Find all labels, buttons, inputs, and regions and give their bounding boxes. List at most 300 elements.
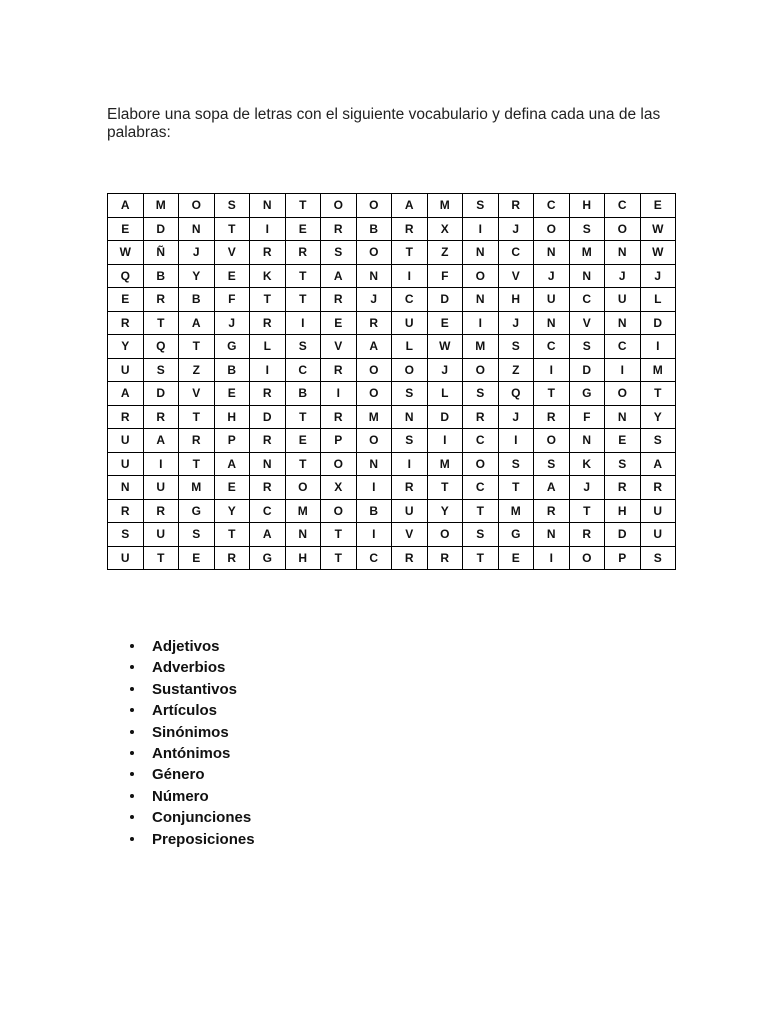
grid-cell: J [214, 311, 250, 335]
grid-cell: T [179, 335, 215, 359]
vocabulary-item [130, 657, 255, 678]
grid-cell: I [640, 335, 676, 359]
grid-cell: B [356, 499, 392, 523]
grid-cell: M [463, 335, 499, 359]
grid-cell: J [356, 288, 392, 312]
grid-cell: I [392, 452, 428, 476]
grid-cell: T [392, 241, 428, 265]
vocabulary-word: Número [152, 787, 209, 805]
grid-cell: N [356, 452, 392, 476]
grid-cell: I [392, 264, 428, 288]
grid-row [108, 264, 676, 288]
grid-cell: S [534, 452, 570, 476]
grid-cell: I [605, 358, 641, 382]
grid-cell: O [321, 499, 357, 523]
grid-cell: P [605, 546, 641, 570]
grid-cell: R [108, 311, 144, 335]
grid-cell: R [143, 499, 179, 523]
grid-cell: U [108, 358, 144, 382]
grid-cell: R [392, 217, 428, 241]
grid-cell: W [427, 335, 463, 359]
grid-cell: J [534, 264, 570, 288]
grid-cell: O [463, 264, 499, 288]
grid-cell: R [463, 405, 499, 429]
grid-cell: N [605, 241, 641, 265]
vocabulary-item [130, 786, 255, 807]
grid-cell: E [285, 429, 321, 453]
grid-cell: G [214, 335, 250, 359]
bullet-icon [130, 751, 134, 755]
grid-row [108, 288, 676, 312]
grid-cell: A [108, 194, 144, 218]
grid-cell: M [356, 405, 392, 429]
grid-cell: N [179, 217, 215, 241]
bullet-icon [130, 837, 134, 841]
vocabulary-word: Preposiciones [152, 830, 255, 848]
grid-cell: M [179, 476, 215, 500]
grid-cell: K [250, 264, 286, 288]
grid-cell: R [108, 405, 144, 429]
vocabulary-item [130, 722, 255, 743]
grid-cell: C [534, 194, 570, 218]
grid-cell: A [356, 335, 392, 359]
vocabulary-item [130, 764, 255, 785]
grid-cell: R [108, 499, 144, 523]
grid-cell: N [285, 523, 321, 547]
grid-cell: U [108, 452, 144, 476]
grid-cell: I [427, 429, 463, 453]
grid-cell: A [214, 452, 250, 476]
grid-cell: A [108, 382, 144, 406]
grid-cell: A [143, 429, 179, 453]
grid-cell: U [143, 523, 179, 547]
grid-cell: W [640, 241, 676, 265]
grid-cell: H [214, 405, 250, 429]
grid-cell: S [108, 523, 144, 547]
grid-cell: D [569, 358, 605, 382]
grid-cell: J [569, 476, 605, 500]
grid-cell: R [356, 311, 392, 335]
grid-cell: C [605, 335, 641, 359]
grid-cell: E [214, 264, 250, 288]
grid-row [108, 358, 676, 382]
grid-cell: U [605, 288, 641, 312]
vocabulary-word: Sustantivos [152, 680, 238, 698]
grid-cell: D [143, 217, 179, 241]
grid-cell: A [392, 194, 428, 218]
grid-cell: U [534, 288, 570, 312]
grid-cell: J [498, 405, 534, 429]
grid-cell: E [498, 546, 534, 570]
bullet-icon [130, 815, 134, 819]
grid-cell: P [214, 429, 250, 453]
vocabulary-list [130, 636, 255, 850]
grid-cell: G [498, 523, 534, 547]
grid-cell: H [605, 499, 641, 523]
grid-cell: J [640, 264, 676, 288]
grid-cell: R [250, 382, 286, 406]
grid-cell: C [250, 499, 286, 523]
bullet-icon [130, 644, 134, 648]
vocabulary-word: Género [152, 766, 205, 784]
grid-cell: R [250, 476, 286, 500]
grid-cell: R [534, 405, 570, 429]
grid-cell: N [569, 429, 605, 453]
grid-cell: O [534, 429, 570, 453]
grid-cell: T [321, 546, 357, 570]
grid-cell: R [321, 217, 357, 241]
grid-cell: Y [640, 405, 676, 429]
grid-cell: S [640, 546, 676, 570]
grid-cell: V [569, 311, 605, 335]
grid-cell: T [640, 382, 676, 406]
grid-cell: N [356, 264, 392, 288]
grid-cell: L [250, 335, 286, 359]
grid-cell: N [250, 452, 286, 476]
grid-cell: F [427, 264, 463, 288]
grid-cell: M [143, 194, 179, 218]
grid-cell: S [569, 217, 605, 241]
grid-cell: V [498, 264, 534, 288]
grid-cell: S [463, 382, 499, 406]
grid-cell: N [392, 405, 428, 429]
grid-row [108, 429, 676, 453]
grid-row [108, 241, 676, 265]
grid-row [108, 476, 676, 500]
grid-cell: E [214, 382, 250, 406]
grid-cell: Y [108, 335, 144, 359]
grid-cell: C [463, 429, 499, 453]
grid-cell: L [640, 288, 676, 312]
grid-cell: U [143, 476, 179, 500]
grid-cell: U [640, 499, 676, 523]
grid-cell: C [605, 194, 641, 218]
grid-cell: T [179, 405, 215, 429]
grid-cell: R [321, 405, 357, 429]
grid-cell: R [250, 311, 286, 335]
grid-cell: W [108, 241, 144, 265]
grid-cell: Z [427, 241, 463, 265]
grid-cell: I [534, 358, 570, 382]
grid-cell: S [498, 452, 534, 476]
vocabulary-word: Adverbios [152, 659, 226, 677]
grid-cell: E [605, 429, 641, 453]
grid-cell: R [321, 288, 357, 312]
grid-cell: R [179, 429, 215, 453]
grid-cell: S [143, 358, 179, 382]
grid-cell: I [143, 452, 179, 476]
grid-cell: X [427, 217, 463, 241]
grid-row [108, 523, 676, 547]
grid-cell: T [214, 523, 250, 547]
grid-cell: N [605, 405, 641, 429]
grid-cell: N [534, 523, 570, 547]
vocabulary-word: Sinónimos [152, 723, 229, 741]
grid-cell: Z [179, 358, 215, 382]
grid-cell: C [356, 546, 392, 570]
grid-cell: T [285, 194, 321, 218]
grid-cell: Y [179, 264, 215, 288]
grid-cell: U [640, 523, 676, 547]
grid-cell: I [534, 546, 570, 570]
grid-cell: O [569, 546, 605, 570]
grid-cell: X [321, 476, 357, 500]
word-search-grid [107, 193, 676, 570]
grid-cell: R [392, 476, 428, 500]
grid-cell: G [179, 499, 215, 523]
grid-cell: D [427, 405, 463, 429]
grid-cell: J [498, 311, 534, 335]
grid-cell: M [427, 452, 463, 476]
grid-cell: M [427, 194, 463, 218]
grid-cell: J [179, 241, 215, 265]
grid-cell: S [392, 429, 428, 453]
grid-cell: R [640, 476, 676, 500]
grid-cell: S [392, 382, 428, 406]
grid-cell: S [640, 429, 676, 453]
grid-cell: C [463, 476, 499, 500]
vocabulary-word: Artículos [152, 702, 218, 720]
grid-cell: T [427, 476, 463, 500]
grid-cell: S [569, 335, 605, 359]
vocabulary-word: Conjunciones [152, 809, 252, 827]
grid-cell: Y [214, 499, 250, 523]
grid-cell: O [605, 382, 641, 406]
grid-cell: O [285, 476, 321, 500]
grid-row [108, 382, 676, 406]
grid-cell: S [498, 335, 534, 359]
grid-row [108, 194, 676, 218]
grid-cell: G [250, 546, 286, 570]
grid-cell: N [250, 194, 286, 218]
grid-cell: O [534, 217, 570, 241]
grid-cell: R [498, 194, 534, 218]
grid-cell: C [392, 288, 428, 312]
grid-cell: R [143, 405, 179, 429]
grid-cell: T [534, 382, 570, 406]
grid-cell: T [214, 217, 250, 241]
grid-cell: I [498, 429, 534, 453]
grid-cell: T [143, 311, 179, 335]
vocabulary-item [130, 829, 255, 850]
grid-cell: R [214, 546, 250, 570]
grid-cell: M [498, 499, 534, 523]
grid-cell: I [321, 382, 357, 406]
grid-cell: O [356, 194, 392, 218]
bullet-icon [130, 772, 134, 776]
grid-cell: Q [108, 264, 144, 288]
grid-cell: C [534, 335, 570, 359]
grid-cell: C [569, 288, 605, 312]
grid-cell: O [463, 358, 499, 382]
grid-cell: A [179, 311, 215, 335]
grid-cell: U [108, 546, 144, 570]
grid-row [108, 335, 676, 359]
grid-cell: H [569, 194, 605, 218]
grid-cell: T [321, 523, 357, 547]
grid-cell: V [214, 241, 250, 265]
grid-cell: D [143, 382, 179, 406]
grid-cell: O [605, 217, 641, 241]
grid-cell: R [534, 499, 570, 523]
grid-cell: R [605, 476, 641, 500]
grid-cell: D [605, 523, 641, 547]
grid-cell: O [321, 194, 357, 218]
grid-cell: I [356, 523, 392, 547]
grid-cell: N [605, 311, 641, 335]
grid-cell: G [569, 382, 605, 406]
grid-row [108, 405, 676, 429]
grid-cell: Ñ [143, 241, 179, 265]
grid-cell: M [569, 241, 605, 265]
grid-cell: V [179, 382, 215, 406]
bullet-icon [130, 665, 134, 669]
grid-cell: B [214, 358, 250, 382]
instructions-text: Elabore una sopa de letras con el siguiente vocabulario y defina cada una de las palabras: [107, 105, 661, 141]
grid-cell: E [108, 288, 144, 312]
grid-cell: V [392, 523, 428, 547]
grid-cell: N [463, 288, 499, 312]
vocabulary-item [130, 807, 255, 828]
grid-cell: R [250, 241, 286, 265]
grid-cell: O [463, 452, 499, 476]
grid-cell: F [214, 288, 250, 312]
grid-cell: U [392, 499, 428, 523]
vocabulary-item [130, 700, 255, 721]
grid-cell: A [534, 476, 570, 500]
grid-cell: O [356, 382, 392, 406]
grid-cell: O [356, 241, 392, 265]
grid-cell: S [179, 523, 215, 547]
grid-cell: S [214, 194, 250, 218]
grid-cell: A [321, 264, 357, 288]
grid-cell: T [285, 405, 321, 429]
grid-cell: S [463, 194, 499, 218]
grid-cell: K [569, 452, 605, 476]
grid-cell: I [463, 311, 499, 335]
bullet-icon [130, 794, 134, 798]
grid-row [108, 452, 676, 476]
grid-cell: V [321, 335, 357, 359]
bullet-icon [130, 687, 134, 691]
grid-cell: J [498, 217, 534, 241]
grid-cell: C [498, 241, 534, 265]
grid-cell: B [143, 264, 179, 288]
grid-cell: T [179, 452, 215, 476]
grid-cell: E [108, 217, 144, 241]
grid-cell: N [108, 476, 144, 500]
grid-cell: R [569, 523, 605, 547]
grid-cell: J [605, 264, 641, 288]
grid-cell: T [463, 499, 499, 523]
grid-cell: I [250, 358, 286, 382]
grid-cell: Z [498, 358, 534, 382]
grid-cell: O [356, 358, 392, 382]
vocabulary-word: Antónimos [152, 744, 231, 762]
grid-cell: W [640, 217, 676, 241]
grid-cell: I [250, 217, 286, 241]
bullet-icon [130, 708, 134, 712]
vocabulary-item [130, 636, 255, 657]
vocabulary-item [130, 679, 255, 700]
vocabulary-word: Adjetivos [152, 638, 220, 655]
grid-cell: H [285, 546, 321, 570]
grid-cell: R [143, 288, 179, 312]
grid-cell: F [569, 405, 605, 429]
grid-cell: T [250, 288, 286, 312]
grid-row [108, 546, 676, 570]
grid-cell: S [463, 523, 499, 547]
grid-cell: L [427, 382, 463, 406]
grid-cell: T [463, 546, 499, 570]
grid-cell: L [392, 335, 428, 359]
grid-cell: T [285, 288, 321, 312]
grid-cell: E [427, 311, 463, 335]
grid-cell: O [356, 429, 392, 453]
grid-cell: T [285, 264, 321, 288]
grid-cell: O [179, 194, 215, 218]
grid-cell: M [285, 499, 321, 523]
grid-cell: I [285, 311, 321, 335]
grid-cell: S [605, 452, 641, 476]
grid-cell: N [534, 241, 570, 265]
grid-cell: R [321, 358, 357, 382]
grid-cell: Q [143, 335, 179, 359]
grid-cell: D [250, 405, 286, 429]
grid-cell: O [321, 452, 357, 476]
grid-cell: N [534, 311, 570, 335]
grid-cell: Y [427, 499, 463, 523]
grid-cell: A [640, 452, 676, 476]
grid-cell: I [463, 217, 499, 241]
grid-cell: D [427, 288, 463, 312]
grid-cell: M [640, 358, 676, 382]
grid-cell: N [569, 264, 605, 288]
grid-cell: R [427, 546, 463, 570]
grid-cell: T [498, 476, 534, 500]
grid-cell: U [392, 311, 428, 335]
grid-cell: O [392, 358, 428, 382]
grid-cell: T [143, 546, 179, 570]
grid-cell: J [427, 358, 463, 382]
grid-cell: E [285, 217, 321, 241]
grid-cell: E [640, 194, 676, 218]
grid-cell: B [179, 288, 215, 312]
grid-cell: E [179, 546, 215, 570]
grid-cell: D [640, 311, 676, 335]
grid-cell: B [356, 217, 392, 241]
grid-cell: I [356, 476, 392, 500]
grid-cell: C [285, 358, 321, 382]
grid-cell: R [392, 546, 428, 570]
grid-cell: S [321, 241, 357, 265]
grid-cell: R [250, 429, 286, 453]
grid-row [108, 311, 676, 335]
grid-cell: A [250, 523, 286, 547]
grid-cell: S [285, 335, 321, 359]
grid-cell: O [427, 523, 463, 547]
grid-cell: U [108, 429, 144, 453]
grid-cell: T [285, 452, 321, 476]
grid-row [108, 217, 676, 241]
grid-cell: E [214, 476, 250, 500]
grid-cell: H [498, 288, 534, 312]
grid-cell: R [285, 241, 321, 265]
grid-cell: E [321, 311, 357, 335]
grid-cell: P [321, 429, 357, 453]
grid-row [108, 499, 676, 523]
grid-cell: T [569, 499, 605, 523]
